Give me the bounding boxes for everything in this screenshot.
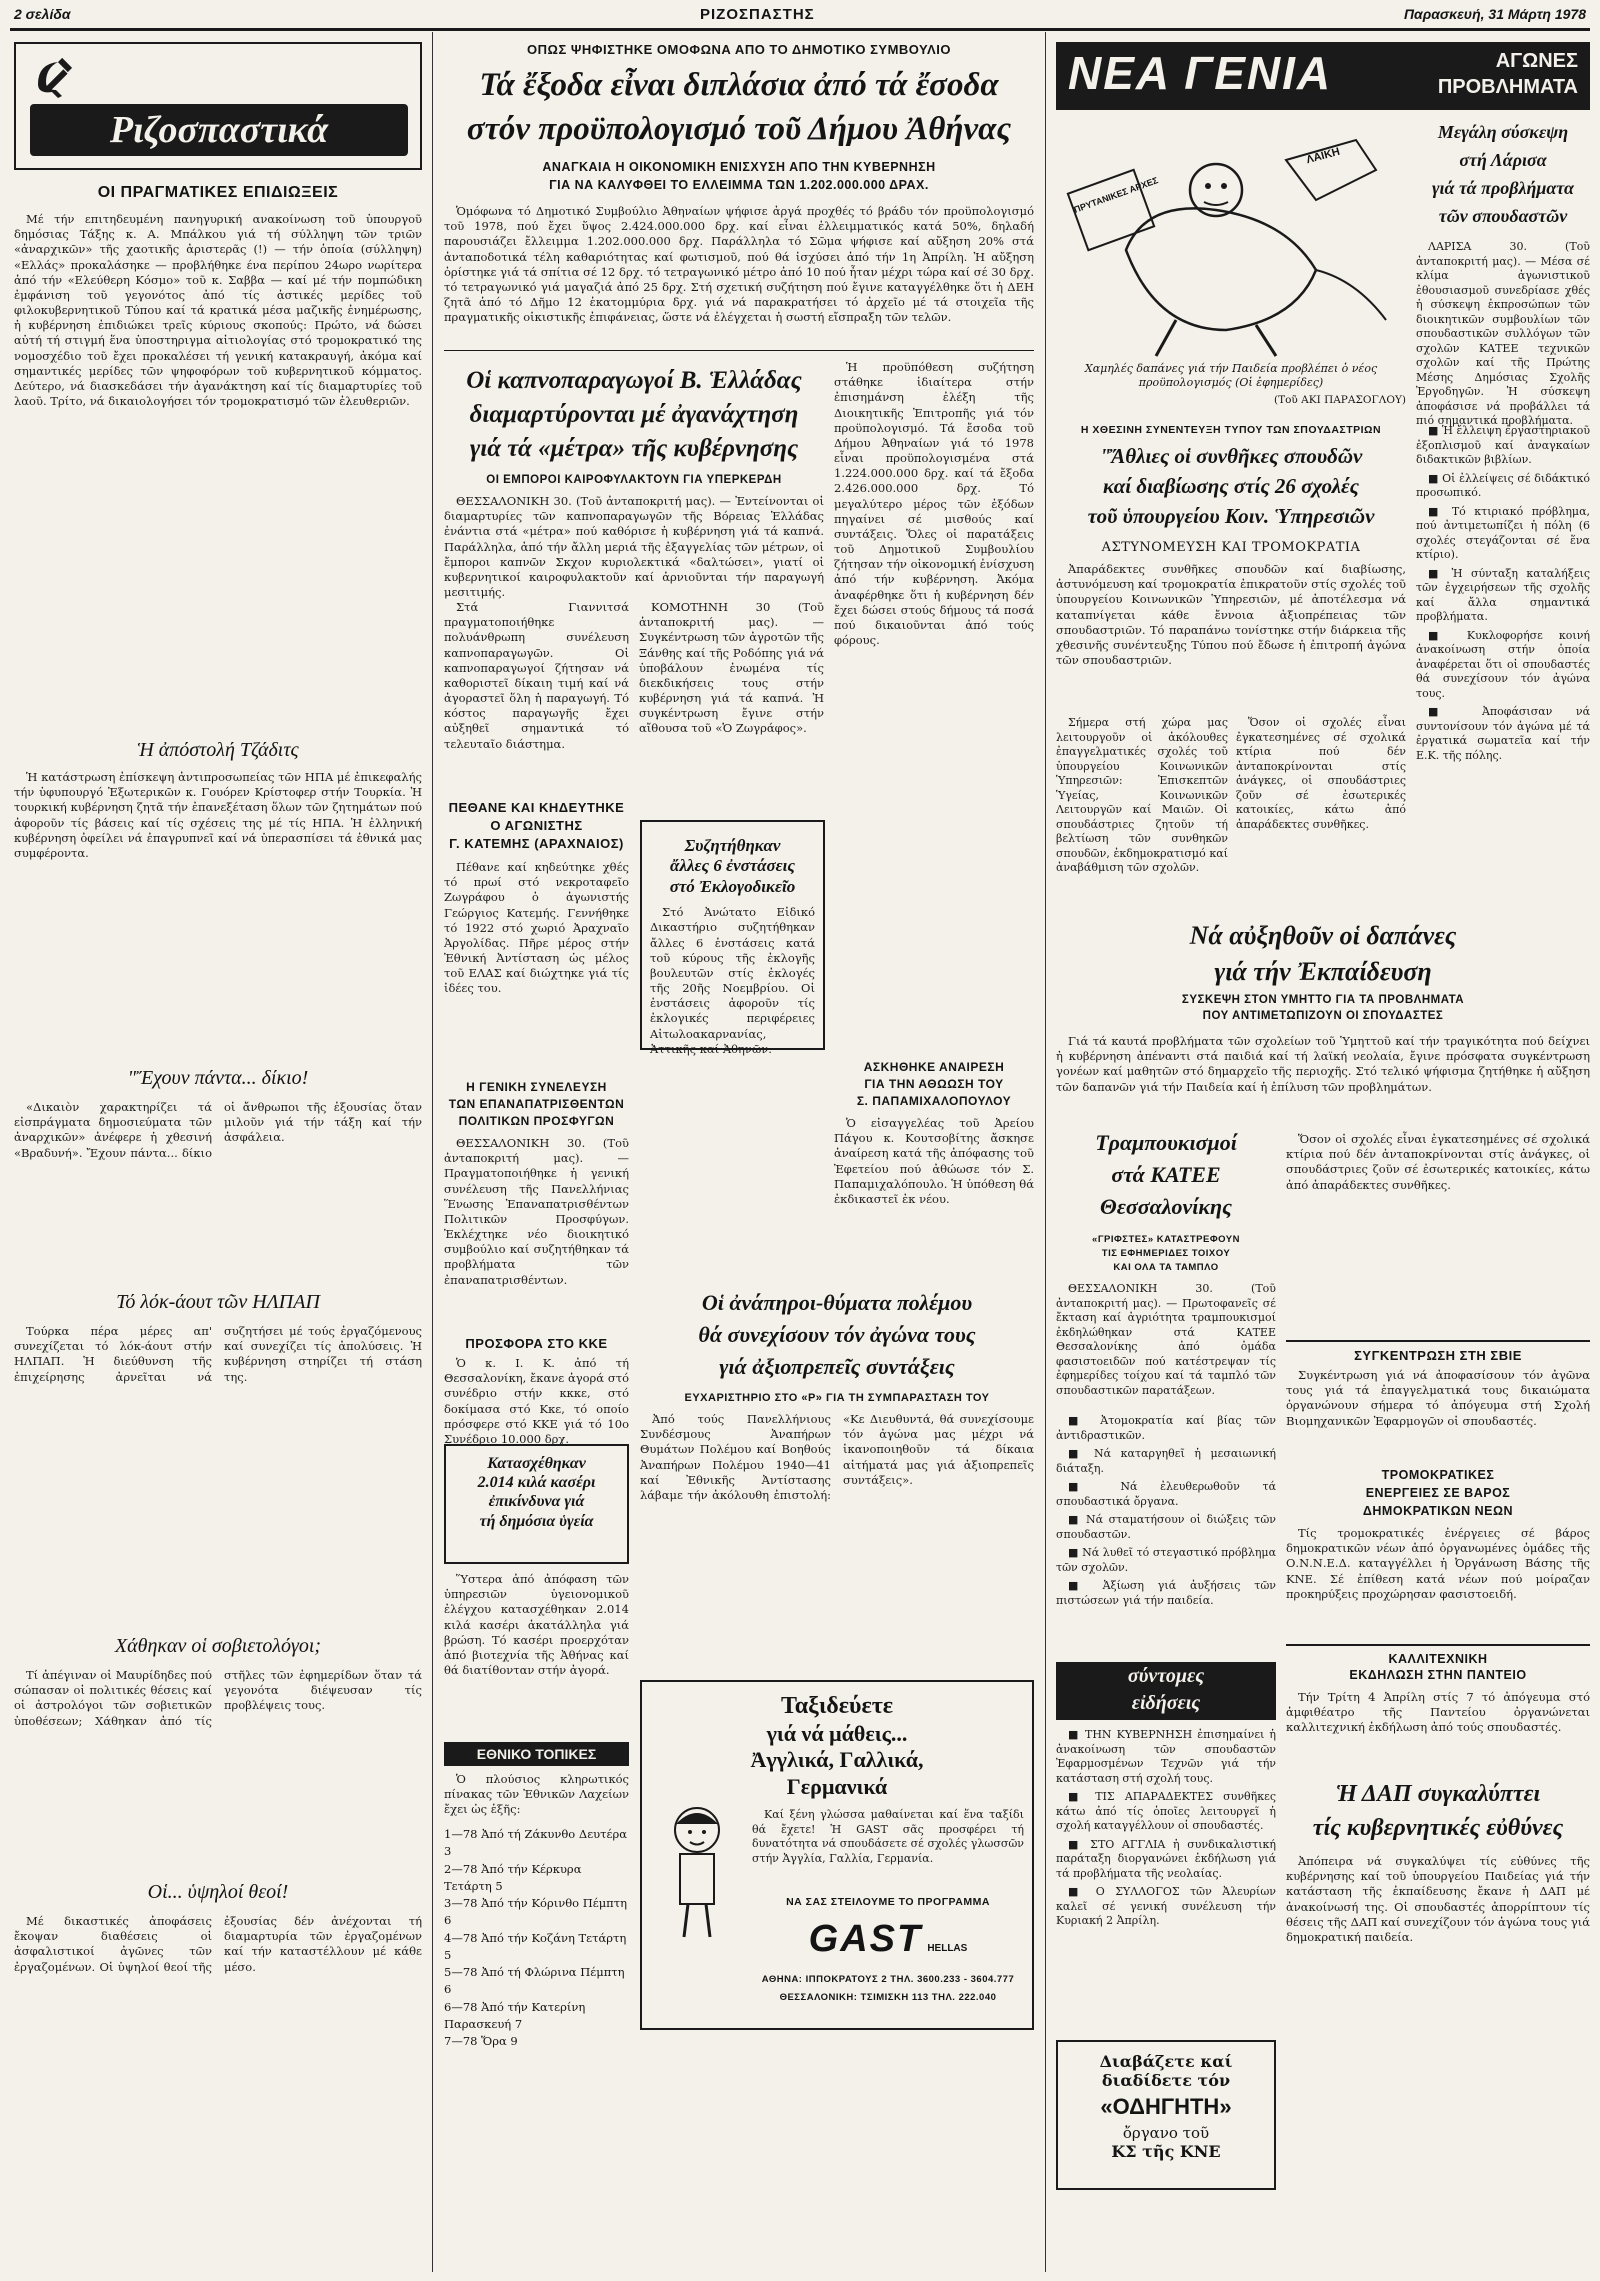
tobacco-headline-1: Οἱ καπνοπαραγωγοί Β. Ἑλλάδας (466, 367, 802, 394)
panteio-headline-2: ΕΚΔΗΛΩΣΗ ΣΤΗΝ ΠΑΝΤΕΙΟ (1349, 1668, 1527, 1682)
budget-subhead-2: ΓΙΑ ΝΑ ΚΑΛΥΦΘΕΙ ΤΟ ΕΛΛΕΙΜΜΑ ΤΩΝ 1.202.000.000 ΔΡΑΧ. (549, 178, 929, 192)
cartoon-caption: Χαμηλές δαπάνες γιά τήν Παιδεία προβλέπει ὁ νέος προϋπολογισμός (Οἱ ἐφημερίδες) (1084, 362, 1378, 390)
news-item: ■ Ο ΣΥΛΛΟΓΟΣ τῶν Ἀλευρίων καλεῖ σέ γενική συνέλευση τήν Κυριακή 2 Ἀπρίλη. (1056, 1885, 1276, 1928)
cheese-box (444, 1444, 629, 1564)
students-headline-2: καί διαβίωσης στίς 26 σχολές (1102, 474, 1360, 498)
papam-headline-3: Σ. ΠΑΠΑΜΙΧΑΛΟΠΟΥΛΟΥ (856, 1094, 1012, 1108)
lottery-row: 2—78 Ἀπό τήν Κέρκυρα Τετάρτη 5 (444, 1861, 582, 1893)
lottery-title: ΕΘΝΙΚΟ ΤΟΠΙΚΕΣ (444, 1742, 629, 1766)
terror-bullet: ■ Ἀτομοκρατία καί βίας τῶν ἀντιδραστικῶν. (1056, 1414, 1276, 1442)
tobacco-box (444, 356, 824, 776)
terror-side-body: Ὅσον οἱ σχολές εἶναι ἐγκατεσημένες σέ σχολικά κτίρια πού δέν ἀνταποκρίνονται στίς ἀνάγκες, οἱ σπουδάστριες ζοῦν σέ ἐσωτερικές κατοικίες, κάτω ἀπό ἀπαράδεκτες συνθῆκες. (1286, 1132, 1590, 1192)
lottery-row: 7—78 Ὅρα 9 (444, 2034, 518, 2048)
larisa-body: ΛΑΡΙΣΑ 30. (Τοῦ ἀνταποκριτή μας). — Μέσα σέ κλίμα ἀγωνιστικοῦ ἐθουσιασμοῦ συνεδρίασε χθές ἡ σύσκεψη ἐκπροσώπων τῶν διοικητικῶν συμβουλίων τῶν σπουδαστικῶν συλλόγων τῶν σχολῶν ΚΑΤΕΕ τεχνικῶν σχολῶν καί τῆς Πρώτης Μέσης Δημόσιας Σχολῆς Ἐργοδηγῶν. Ἡ σύσκεψη ἀποφάσισε νά προβάλλει τά πιό σημαντικά προβλήματα. (1416, 240, 1590, 428)
kke-offer-title: ΠΡΟΣΦΟΡΑ ΣΤΟ ΚΚΕ (465, 1336, 608, 1351)
students-subhead: ΑΣΤΥΝΟΜΕΥΣΗ ΚΑΙ ΤΡΟΜΟΚΡΑΤΙΑ (1101, 540, 1361, 555)
youth-banner-sub2: ΠΡΟΒΛΗΜΑΤΑ (1437, 76, 1578, 98)
lottery-row: 3—78 Ἀπό τήν Κόρινθο Πέμπτη 6 (444, 1896, 627, 1928)
larisa-headline-3: γιά τά προβλήματα (1432, 178, 1574, 198)
gast-headline-4: Γερμανικά (786, 1773, 888, 1799)
education-subhead-2: ΠΟΥ ΑΝΤΙΜΕΤΩΠΙΖΟΥΝ ΟΙ ΣΠΟΥΔΑΣΤΕΣ (1202, 1010, 1444, 1022)
editorial-section4-body: Τούρκα πέρα μέρες απ' συνεχίζεται τό λόκ-άουτ στήν ΗΛΠΑΠ. Ἡ διεύθυνση τῆς ἐπιχείρησης ἀρνεῖται νά συζητήσει μέ τούς ἐργαζόμενους καί συνεχίζει τίς ἀπολύσεις. Ἡ κυβέρνηση στηρίζει τή στάση της. (14, 1324, 422, 1384)
editorial-section3-body: «Δικαιὸν χαρακτηρίζει τά εἰσπράγματα δημοσιεύματα τῶν ἀναρχικῶν» ἀνέφερε ἡ χθεσινή «Βραδυνή». Ἔχουν πάντα... δίκιο οἱ ἄνθρωποι τῆς ἐξουσίας ὅταν μιλοῦν γιά τήν τάξη καί τήν ἀσφάλεια. (14, 1100, 422, 1160)
news-title-box (1056, 1662, 1276, 1720)
cheese-headline-4: τή δημόσια ὑγεία (479, 1512, 594, 1530)
victim-headline-1: ΠΕΘΑΝΕ ΚΑΙ ΚΗΔΕΥΤΗΚΕ (448, 800, 625, 815)
students-headline-3: τοῦ ὑπουργείου Κοιν. Ὑπηρεσιῶν (1087, 504, 1375, 528)
refugees-body: ΘΕΣΣΑΛΟΝΙΚΗ 30. (Τοῦ ἀνταποκριτή μας). — Πραγματοποιήθηκε ἡ γενική συνέλευση τῆς Πανελλήνιας Ἕνωσης Ἐπαναπατρισθέντων Πολιτικῶν Προσφύγων. Ἐκλέχτηκε νέο διοικητικό συμβούλιο καί συζητήθηκαν τά προβλήματα τῶν ἐπαναπατρισθέντων. (444, 1136, 629, 1287)
disabled-headline-2: θά συνεχίσουν τόν ἀγώνα τους (698, 1322, 976, 1347)
youth-banner-sub1: ΑΓΩΝΕΣ (1495, 50, 1578, 72)
education-headline-1: Νά αὐξηθοῦν οἱ δαπάνες (1189, 921, 1457, 950)
budget-headline-2: στόν προϋπολογισμό τοῦ Δήμου Ἀθήνας (466, 111, 1012, 147)
gast-headline-2: γιά νά μάθεις... (766, 1720, 908, 1746)
guide-line-4: ὄργανο τοῦ (1122, 2124, 1210, 2142)
papam-headline-2: ΓΙΑ ΤΗΝ ΑΘΩΩΣΗ ΤΟΥ (864, 1077, 1004, 1091)
kke-offer-body: Ὁ κ. Ι. Κ. ἀπό τή Θεσσαλονίκη, ἔκανε ἀγορά στό συνέδριο στήν κκκε, στό δοκίμασα στό Κκε, τό οποίο πρόσφερε στό ΚΚΕ γιά τό 10ο Συνέδριο 10.000 δρχ. (444, 1356, 629, 1446)
budget-rule (444, 350, 1034, 351)
news-title-2: εἰδήσεις (1131, 1692, 1201, 1714)
larisa-headline-4: τῶν σπουδαστῶν (1438, 206, 1568, 226)
terror-headline-2: στά ΚΑΤΕΕ (1111, 1162, 1221, 1187)
terror-subhead-2: ΤΙΣ ΕΦΗΜΕΡΙΔΕΣ ΤΟΙΧΟΥ (1101, 1248, 1231, 1259)
education-body: Γιά τά καυτά προβλήματα τῶν σχολείων τοῦ Ὑμηττοῦ καί τήν τραγικότητα πού δείχνει ἡ κυβέρνηση ἀπέναντι στά παιδιά καί τή λαϊκή νεολαία, ἔγινε πρόσφατα συγκέντρωση γονέων καί μαθητῶν στό δημαρχεῖο τῆς περιοχῆς. Στό τελικό ψήφισμα ζητήθηκε ἡ αὔξηση τῶν δαπανῶν γιά τήν Παιδεία καί ἡ ἐπίλυση τῶν προβλημάτων. (1056, 1034, 1590, 1094)
editorial-section4-title: Τό λόκ-άουτ τῶν ΗΛΠΑΠ (116, 1291, 320, 1313)
gast-logo-suffix: HELLAS (927, 1943, 968, 1954)
lottery-row: 1—78 Ἀπό τή Ζάκυνθο Δευτέρα 3 (444, 1827, 627, 1859)
gast-headline-1: Ταξιδεύετε (780, 1693, 894, 1719)
news-items (1056, 1728, 1276, 2028)
editorial-section6-title: Οἱ... ὑψηλοί θεοί! (147, 1881, 289, 1903)
page-label: 2 σελίδα (14, 6, 71, 22)
larisa-bullet: ■ Κυκλοφορήσε κοινή ἀνακοίνωση στήν ὁποία ἀναφέρεται ὅτι οἱ σπουδαστές θά συνεχίσουν τόν ἀγώνα τους. (1416, 628, 1590, 700)
gast-logo-text: GAST (808, 1918, 923, 1960)
panteio-headline-1: ΚΑΛΛΙΤΕΧΝΙΚΗ (1286, 1644, 1590, 1666)
youth-banner (1056, 42, 1590, 110)
editorial-section5-title: Χάθηκαν οἱ σοβιετολόγοι; (114, 1635, 322, 1657)
tobacco-body1: ΘΕΣΣΑΛΟΝΙΚΗ 30. (Τοῦ ἀνταποκριτή μας). — Ἐντείνονται οἱ διαμαρτυρίες τῶν καπνοπαραγωγῶν τῆς Βόρειας Ἑλλάδας ἐνάντια στά «μέτρα» πού καθόρισε ἡ κυβέρνηση γιά τά καπνά. Παράλληλα, ἀπό τήν ἄλλη μεριά τῆς ἐξαγγελίας τῶν μέτρων, οἱ ἔμποροι καπνῶν Σκχον κυριολεκτικά «δαλτώσει», γιατί οἱ κυβερνητικοί καιροφυλακτοῦν καί ἀρνιοῦνται τήν παραγωγή μεσιτιμής. (444, 494, 824, 600)
page-date: Παρασκευή, 31 Μάρτη 1978 (1404, 6, 1586, 22)
cheese-headline-1: Κατασχέθηκαν (487, 1455, 586, 1472)
cartoon (1056, 120, 1406, 410)
legal-headline-2: ἄλλες 6 ἐνστάσεις (670, 856, 795, 876)
papam-body: Ὁ εἰσαγγελέας τοῦ Ἀρείου Πάγου κ. Κουτσοβίτης ἄσκησε ἀναίρεση κατά τῆς ἀπόφασης τοῦ Ἐφετείου πού ἀθώωσε τόν Σ. Παπαμιχαλόπουλο. Ἡ ὑπόθεση θά ἐκδικαστεῖ ἐκ νέου. (834, 1116, 1034, 1206)
terror-bullet: ■ Νά καταργηθεῖ ἡ μεσαιωνική διάταξη. (1056, 1447, 1277, 1475)
education-subhead-1: ΣΥΣΚΕΨΗ ΣΤΟΝ ΥΜΗΤΤΟ ΓΙΑ ΤΑ ΠΡΟΒΛΗΜΑΤΑ (1181, 994, 1465, 1006)
news-title-1: σύντομες (1127, 1665, 1205, 1687)
terror-bullet: ■ Νά ἐλευθερωθοῦν τά σπουδαστικά ὄργανα. (1056, 1480, 1276, 1508)
disabled-body: Ἀπό τούς Πανελλήνιους Συνδέσμους Ἀναπήρων Θυμάτων Πολέμου καί Βοηθούς Ἀναπήρων Πολέμου 1940—41 καί Ἐθνικῆς Ἀντίστασης λάβαμε τήν ἀκόλουθη ἐπιστολή: «Κε Διευθυντά, θά συνεχίσουμε τόν ἀγώνα μας μέχρι νά ἱκανοποιηθοῦν τά δίκαια αἰτήματά μας γιά ἀξιοπρεπεῖς συντάξεις». (640, 1412, 1034, 1502)
legal-headline-1: Συζητήθηκαν (684, 836, 781, 855)
students-headline-1: "Ἄθλιες οἱ συνθῆκες σπουδῶν (1099, 444, 1363, 468)
legal-box (640, 820, 825, 1056)
gast-address2: ΘΕΣΣΑΛΟΝΙΚΗ: ΤΣΙΜΙΣΚΗ 113 ΤΗΛ. 222.040 (779, 1992, 997, 2003)
dap-headline-2: τίς κυβερνητικές εὐθύνες (1312, 1815, 1564, 1841)
refugees-headline-1: Η ΓΕΝΙΚΗ ΣΥΝΕΛΕΥΣΗ (466, 1080, 607, 1094)
lottery-row: 4—78 Ἀπό τήν Κοζάνη Τετάρτη 5 (444, 1930, 627, 1962)
guide-line-5: ΚΣ τῆς ΚΝΕ (1111, 2142, 1221, 2161)
hammer-sickle-icon (28, 54, 76, 102)
terror-headline-1: Τραμπουκισμοί (1095, 1130, 1237, 1155)
terror-subhead-3: ΚΑΙ ΟΛΑ ΤΑ ΤΑΜΠΛΟ (1113, 1262, 1219, 1273)
cartoon-label-2: ΛΑΪΚΗ (1305, 145, 1342, 167)
larisa-bullet: ■ Ἀποφάσισαν νά συντονίσουν τόν ἀγώνα μέ τά ἐργατικά σωματεῖα καί τήν Ε.Κ. τῆς πόλης. (1416, 705, 1591, 762)
editorial-section2-title: Ἡ ἀπόστολή Τζάδιτς (137, 739, 299, 761)
terror-body: ΘΕΣΣΑΛΟΝΙΚΗ 30. (Τοῦ ἀνταποκριτή μας). — Πρωτοφανεῖς σέ ἔκταση καί ἀγριότητα τραμπουκισμοί ἐκδηλώθηκαν στά ΚΑΤΕΕ Θεσσαλονίκης ἀπό ὁμάδα φασιστοειδῶν πού κατέστρεψαν τίς ἐφημερίδες τοίχου καί τά ταμπλό τῶν σπουδαστικῶν παρατάξεων. (1056, 1282, 1276, 1397)
tobacco-body3: ΚΟΜΟΤΗΝΗ 30 (Τοῦ ἀνταποκριτή μας). — Συγκέντρωση τῶν ἀγροτῶν τῆς Ξάνθης καί τῆς Ροδόπης γιά νά ὑποβάλουν ἐνωμένα τίς διεκδικήσεις τους στήν κυβέρνηση γιά τά καπνά. Ἡ συγκέντρωση ἔγινε στήν αἴθουσα τοῦ «Ὁ Ζωγράφος». (639, 600, 824, 736)
gast-ad (640, 1680, 1034, 2030)
masthead-rule (10, 28, 1590, 31)
tobacco-headline-3: γιά τά «μέτρα» τῆς κυβέρνησης (469, 435, 799, 462)
editorial-section2-body: Ἡ κατάστρωση ἐπίσκεψη ἀντιπροσωπείας τῶν ΗΠΑ μέ ἐπικεφαλής τήν ὑφυπουργό Ἐξωτερικῶν κ. Γουόρεν Κρίστοφερ στήν Τουρκία. Ἡ τουρκική κυβέρνηση ζητᾶ τήν ἐπανεξέταση ὅλων τῶν ζητημάτων πού ἀφοροῦν τίς βάσεις καί τίς σχέσεις της μέ τίς ΗΠΑ. Ἡ ἐλληνική κυβέρνηση ὀφείλει νά ἐπαγρυπνεῖ καί νά ὑπερασπίσει τά ἐθνικά μας συμφέροντα. (14, 770, 422, 860)
larisa-bullet: ■ Τό κτιριακό πρόβλημα, πού ἀντιμετωπίζει ἡ πόλη (6 σχολές στεγάζονται σέ ἕνα κτίριο). (1416, 504, 1591, 562)
column-rule (432, 32, 433, 2272)
students-body1: Ἀπαράδεκτες συνθῆκες σπουδῶν καί διαβίωσης, ἀστυνόμευση καί τρομοκρατία ἐπικρατοῦν στίς σχολές τοῦ ὑπουργείου Κοινωνικῶν Ὑπηρεσιῶν, μέ ἀποτέλεσμα νά καταπνίγεται κάθε ἔννοια ἀξιοπρέπειας τῶν σπουδαστριῶν. Τό παραπάνω τονίστηκε στήν διάρκεια τῆς χθεσινῆς συνέντευξης Τύπου πού ἔδωσε ἡ ἐπιτροπή ἀγώνα τῶν σπουδαστριῶν. (1056, 562, 1406, 668)
tobacco-subhead: ΟΙ ΕΜΠΟΡΟΙ ΚΑΙΡΟΦΥΛΑΚΤΟΥΝ ΓΙΑ ΥΠΕΡΚΕΡΔΗ (486, 474, 782, 486)
guide-box (1056, 2040, 1276, 2190)
column-rule (1045, 32, 1046, 2272)
news-item: ■ ΤΙΣ ΑΠΑΡΑΔΕΚΤΕΣ συνθῆκες κάτω ἀπό τίς ὁποῖες λειτουργεῖ ἡ σχολή καταγγέλλουν οἱ σπουδαστές. (1056, 1790, 1276, 1833)
council-continuation: Ἡ προϋπόθεση συζήτηση στάθηκε ἰδιαίτερα στήν ἐπισημάνση ἐλέξη τῆς Διοικητικῆς Ἐπιτροπῆς γιά τόν προϋπολογισμό. Τά ἔσοδα τοῦ Δήμου Ἀθηναίων γιά τό 1978 εἶναι προϋπολογισμένα στά 1.224.000.000 δρχ. καί τά ἔξοδα 2.426.000.000 δρχ. Τό μεγαλύτερο μέρος τῶν ἐξόδων πηγαίνει σέ μισθούς καί συντάξεις. Ὅλες οἱ παρατάξεις τοῦ Δημοτικοῦ Συμβουλίου ζήτησαν τήν οἰκονομική ἐνίσχυση ἀπό τήν κυβέρνηση. Ἀκόμα ἀναφέρθηκε ὅτι ἡ κυβέρνηση δέν ἔχει δώσει στούς δήμους τά ποσά πού δικαιοῦνται ἀπό τούς φόρους. (834, 360, 1034, 648)
larisa-bullets (1416, 424, 1590, 844)
terror-bullet: ■ Νά σταματήσουν οἱ διώξεις τῶν σπουδαστῶν. (1056, 1513, 1276, 1541)
lottery-row: 6—78 Ἀπό τήν Κατερίνη Παρασκευή 7 (444, 1999, 586, 2031)
news-item: ■ ΤΗΝ ΚΥΒΕΡΝΗΣΗ ἐπισημαίνει ἡ ἀνακοίνωση τῶν σπουδαστῶν Ἐφαρμοσμένων Τεχνῶν γιά τήν κατάσταση στή σχολή τους. (1056, 1728, 1277, 1785)
guide-line-3: «ΟΔΗΓΗΤΗ» (1100, 2094, 1232, 2119)
budget-kicker: ΟΠΩΣ ΨΗΦΙΣΤΗΚΕ ΟΜΟΦΩΝΑ ΑΠΟ ΤΟ ΔΗΜΟΤΙΚΟ ΣΥΜΒΟΥΛΙΟ (527, 42, 951, 57)
terror-subhead-1: «ΓΡΙΦΣΤΕΣ» ΚΑΤΑΣΤΡΕΦΟΥΝ (1092, 1234, 1240, 1245)
students-kicker: Η ΧΘΕΣΙΝΗ ΣΥΝΕΝΤΕΥΞΗ ΤΥΠΟΥ ΤΩΝ ΣΠΟΥΔΑΣΤΡΙΩΝ (1080, 424, 1382, 436)
gast-headline-3: Ἀγγλικά, Γαλλικά, (750, 1747, 924, 1773)
terror-headline-3: Θεσσαλονίκης (1100, 1194, 1232, 1219)
budget-body: Ὁμόφωνα τό Δημοτικό Συμβούλιο Ἀθηναίων ψήφισε ἀργά προχθές τό βράδυ τόν προϋπολογισμό τοῦ 1978, πού ἔχει ὕψος 2.424.000.000 δρχ. καί εἶναι ἐλλειμματικός κατά 50%, δηλαδή παρουσιάζει ἔλλειμμα 1.202.000.000 δρχ. Παράλληλα τό Σῶμα ψήφισε καί αὔξηση 20% στά ἀνταποδοτικά τέλη καθαριότητας καί φωτισμοῦ, πού θά ἰσχύσει ἀπό τήν 1η Ἀπρίλη. Ἡ αὔξηση ὁρίστηκε γιά τά σπίτια σέ 12 δρχ. τό τετραγωνικό μέτρο ἀπό 10 πού ἦταν μέχρι τώρα καί σέ 30 δρχ. τό τετραγωνικό γιά μαγαζιά ἀπό 25 δρχ. Στή σχετική συζήτηση πού ἔγινε καταγγέλθηκε ὅτι ἡ ΔΕΗ ζητᾶ ἀπό τό Δῆμο 12 ἑκατομμύρια δρχ. γιά νά παρακρατήσει τό ἀρχεῖο μέ τά στοιχεῖα τῆς πραγματικῆς οἰκιστικῆς ἐπιφάνειας, ὥστε νά ἐλέγχεται ἡ σωστή εἴσπραξη τῶν τελῶν. (444, 204, 1034, 325)
larisa-bullet: ■ Ἡ ἔλλειψη ἐργαστηριακοῦ ἐξοπλισμοῦ καί ἀναγκαίων διδακτικῶν βιβλίων. (1416, 424, 1591, 467)
panteio-body: Τήν Τρίτη 4 Ἀπρίλη στίς 7 τό ἀπόγευμα στό ἀμφιθέατρο τῆς Παντείου ὀργανώνεται καλλιτεχνική ἐκδήλωση ἀπό τούς σπουδαστές. (1286, 1690, 1590, 1735)
cartoon-credit: (Τοῦ ΑΚΙ ΠΑΡΑΣΟΓΛΟΥ) (1274, 394, 1406, 406)
editorial-section1-title: ΟΙ ΠΡΑΓΜΑΤΙΚΕΣ ΕΠΙΔΙΩΞΕΙΣ (97, 184, 339, 201)
terror-bullets (1056, 1414, 1276, 1654)
editorial-section1-body: Μέ τήν επιτηδευμένη πανηγυρική ανακοίνωση τοῦ ὑπουργοῦ δημόσιας Τάξης κ. Α. Μπάλκου γιά τή σύλληψη τῶν τριῶν «ἀναρχικῶν» τῆς χαοτικῆς ἀριστερᾶς (!) — τήν ὁποία (σύλληψη) «Ελλάς» προκαλάσηκε — προβλήθηκε ένα περίπου 24ωρο νωρίτερα ἀπό τήν «Ελεύθερη Κόσμο» τοῦ κ. Σαββα — καί μέ τήν πομπώδικη ἐμφάνιση τοῦ γεγονότος ἀπό τίς ἀστικές μερίδες τοῦ φιλοκυβερνητικοῦ Τύπου καί τά κρατικά μέσα μαζικῆς ἐνημέρωσης, ἡ κυβέρνηση ἐπιδιώκει τρεῖς κύριους σκοπούς: Πρώτο, νά δώσει αὐτή τή στιγμή ἕνα ὑποστηριγμα αἰτιολογίας στό τρομοκρατικό της νομοσχέδιο τοῦ ἔχει προκαλέσει τή γενική κατακραυγή, ἀκόμα καί σημαντικές μερίδες τῶν ψηφοφόρων τοῦ κυβερνητικοῦ κόμματος. Δεύτερο, νά διασκεδάσει τήν ἀγανάκτηση καί τίς διαμαρτυρίες τοῦ λαοῦ. Τρίτο, νά δικαιολογήσει τόν τρομοκρατισμό τῶν ἐλευθεριῶν. (14, 212, 422, 409)
paper-name: ΡΙΖΟΣΠΑΣΤΗΣ (700, 6, 815, 23)
students-body2: Σήμερα στή χώρα μας λειτουργοῦν οἱ ἀκόλουθες ἐπαγγελματικές σχολές τοῦ ὑπουργείου Κοινωνικῶν Ὑπηρεσιῶν: Ἐπισκεπτῶν Ὑγείας, Κοινωνικῶν Λειτουργῶν καί Μαιῶν. Οἱ σπουδάστριες ζητοῦν τή βελτίωση τῶν συνθηκῶν σπουδῶν, ἐκδημοκρατισμό καί ἀναβάθμιση τῶν σχολῶν. (1056, 716, 1228, 875)
gast-cta: ΝΑ ΣΑΣ ΣΤΕΙΛΟΥΜΕ ΤΟ ΠΡΟΓΡΑΜΜΑ (786, 1896, 990, 1908)
budget-headline-1: Τά ἔξοδα εἶναι διπλάσια ἀπό τά ἔσοδα (479, 67, 999, 103)
dap-body: Ἀπόπειρα νά συγκαλύψει τίς εὐθύνες τῆς κυβέρνησης καί τοῦ ὑπουργείου Παιδείας γιά τήν κατάσταση τῆς ἐκπαίδευσης ἔκανε ἡ ΔΑΠ μέ ἀνακοίνωσή της. Οἱ σπουδαστές ἀπορρίπτουν τίς θέσεις τῆς ΔΑΠ καί συνεχίζουν τόν ἀγώνα τους γιά δημοκρατική παιδεία. (1286, 1854, 1590, 1944)
guide-line-1: Διαβάζετε καί (1099, 2052, 1233, 2071)
larisa-headline-2: στή Λάρισα (1459, 150, 1547, 170)
editorial-section5-body: Τί ἀπέγιναν οἱ Μαυρίδηδες πού σώπασαν οἱ πολιτικές θέσεις καί οἱ ἀστρολόγοι τῶν σοβιετικῶν ὑποθέσεων; Χάθηκαν ἀπό τίς στῆλες τῶν ἐφημερίδων ὅταν τά γεγονότα διέψευσαν τίς προβλέψεις τους. (14, 1668, 422, 1728)
students-body3: Ὅσον οἱ σχολές εἶναι ἐγκατεσημένες σέ σχολικά κτίρια πού δέν ἀνταποκρίνονται στίς ἀνάγκες, οἱ σπουδάστριες ζοῦν σέ ἐσωτερικές κατοικίες, κάτω ἀπό ἀπαράδεκτες συνθῆκες. (1236, 716, 1406, 831)
terror-bullet: ■ Ἀξίωση γιά ἀυξήσεις τῶν πιστώσεων γιά τήν παιδεία. (1056, 1579, 1276, 1607)
cartoon-label-1: ΠΡΥΤΑΝΙΚΕΣ ΑΡΧΕΣ (1072, 175, 1160, 215)
rally-body: Συγκέντρωση γιά νά ἀποφασίσουν τόν ἀγῶνα τους γιά τά ἐπαγγελματικά τους δικαιώματα ὀργανώνουν σήμερα τό ἀπόγευμα στή Σχολή Βιομηχανικῶν Ἐφαρμογῶν οἱ σπουδαστές. (1286, 1368, 1590, 1428)
cartoon-illustration-icon (1056, 120, 1406, 360)
larisa-headline-1: Μεγάλη σύσκεψη (1437, 122, 1569, 142)
victim-headline-2: Ο ΑΓΩΝΙΣΤΗΣ (490, 818, 583, 833)
cheese-body: Ὕστερα ἀπό ἀπόφαση τῶν ὑπηρεσιῶν ὑγειονομικοῦ ἐλέγχου κατασχέθηκαν 2.014 κιλά κασέρι ἀκατάλληλα γιά βρώση. Τό κασέρι προερχόταν ἀπό βιοτεχνία τῆς Ἀθήνας καί θά διατίθονταν στήν ἀγορά. (444, 1572, 629, 1678)
lottery-list (444, 1826, 629, 2048)
dap-headline-1: Ἡ ΔΑΠ συγκαλύπτει (1335, 1781, 1541, 1807)
democ-body: Τίς τρομοκρατικές ἐνέργειες σέ βάρος δημοκρατικῶν νέων ἀπό ὀργανωμένες ὁμάδες τῆς Ο.Ν.Ν.Ε.Δ. καταγγέλλει ἡ Ὀργάνωση Βάσης τῆς ΚΝΕ. Σέ ἐπίθεση κατά νέων πού μοίραζαν προκηρύξεις προχώρησαν φασιστοειδή. (1286, 1526, 1590, 1601)
budget-subhead-1: ΑΝΑΓΚΑΙΑ Η ΟΙΚΟΝΟΜΙΚΗ ΕΝΙΣΧΥΣΗ ΑΠΟ ΤΗΝ ΚΥΒΕΡΝΗΣΗ (542, 160, 936, 174)
gast-logo (752, 1918, 1024, 1961)
editorial-logo: Ριζοσπαστικά (30, 104, 408, 156)
youth-banner-title: ΝΕΑ ΓΕΝΙΑ (1068, 47, 1333, 99)
child-figure-icon (652, 1802, 742, 1942)
rally-title: ΣΥΓΚΕΝΤΡΩΣΗ ΣΤΗ ΣΒΙΕ (1286, 1340, 1590, 1363)
education-headline-2: γιά τήν Ἐκπαίδευση (1214, 957, 1432, 986)
victim-body: Πέθανε καί κηδεύτηκε χθές τό πρωί στό νεκροταφεῖο Ζωγράφου ὁ ἀγωνιστής Γεώργιος Κατεμής. Γεννήθηκε τό 1922 στό χωριό Ἀραχναῖο Ἀργολίδας. Πῆρε μέρος στήν Ἐθνική Ἀντίσταση ὡς μέλος τοῦ ΕΛΑΣ καί διώχτηκε γιά τίς ἰδέες του. (444, 860, 629, 996)
lottery-intro: Ὁ πλούσιος κληρωτικός πίνακας τῶν Ἐθνικῶν Λαχείων ἔχει ὡς ἑξῆς: (444, 1772, 629, 1817)
larisa-bullet: ■ Οἱ ἐλλείψεις σέ διδάκτικό προσωπικό. (1416, 471, 1590, 500)
news-item: ■ ΣΤΟ ΑΓΓΛΙΑ ἡ συνδικαλιστική παράταξη διοργανώνει ἐκδήλωση γιά τά προβλήματα τῆς νεολαίας. (1056, 1837, 1277, 1880)
editorial-section3-title: "Ἔχουν πάντα... δίκιο! (127, 1067, 309, 1089)
gast-body: Καί ξένη γλώσσα μαθαίνεται καί ἕνα ταξίδι θά ἔχετε! Ἡ GAST σᾶς προσφέρει τή δυνατότητα νά σπουδάσετε σέ σχολές γλωσσῶν στήν Ἀγγλία, Γαλλία, Γερμανία. (752, 1808, 1024, 1865)
disabled-subhead: ΕΥΧΑΡΙΣΤΗΡΙΟ ΣΤΟ «Ρ» ΓΙΑ ΤΗ ΣΥΜΠΑΡΑΣΤΑΣΗ ΤΟΥ (684, 1392, 990, 1404)
disabled-headline-3: γιά ἀξιοπρεπεῖς συντάξεις (719, 1354, 955, 1379)
tobacco-body2: Στά Γιαννιτσά πραγματοποιήθηκε πολυάνθρωπη συνέλευση καπνοπαραγωγῶν. Οἱ καπνοπαραγωγοί ζήτησαν νά καθοριστεῖ δίκαιη τιμή καί νά ἀγοραστεῖ ὅλη ἡ παραγωγή. Τό κόστος παραγωγῆς ἔχει αὐξηθεῖ σημαντικά τό τελευταῖο διάστημα. (444, 600, 629, 751)
larisa-bullet: ■ Ἡ σύνταξη καταλήξεις τῶν ἐγχειρήσεων τῆς σχολῆς καί ἄλλα σημαντικά προβλήματα. (1416, 566, 1591, 624)
refugees-headline-3: ΠΟΛΙΤΙΚΩΝ ΠΡΟΣΦΥΓΩΝ (458, 1114, 615, 1128)
democ-headline-1: ΤΡΟΜΟΚΡΑΤΙΚΕΣ (1381, 1468, 1495, 1482)
gast-address: ΑΘΗΝΑ: ΙΠΠΟΚΡΑΤΟΥΣ 2 ΤΗΛ. 3600.233 - 3604.777 (761, 1974, 1015, 1985)
legal-body: Στό Ἀνώτατο Εἰδικό Δικαστήριο συζητήθηκαν ἄλλες 6 ἐνστάσεις κατά τοῦ κύρους τῆς ἐκλογῆς βουλευτῶν στίς ἐκλογές τῆς 20ῆς Νοεμβρίου. Οἱ ἐνστάσεις ἀφοροῦν τίς ἐκλογικές περιφέρειες Αἰτωλοακαρνανίας, Ἀττικῆς καί Ἀθηνῶν. (650, 905, 815, 1056)
cheese-headline-2: 2.014 κιλά κασέρι (477, 1474, 596, 1492)
terror-bullet: ■ Νά λυθεῖ τό στεγαστικό πρόβλημα τῶν σχολῶν. (1056, 1546, 1277, 1574)
victim-headline-3: Γ. ΚΑΤΕΜΗΣ (ΑΡΑΧΝΑΙΟΣ) (449, 836, 624, 851)
cheese-headline-3: ἐπικίνδυνα γιά (488, 1493, 585, 1511)
lottery-row: 5—78 Ἀπό τή Φλώρινα Πέμπτη 6 (444, 1965, 625, 1997)
guide-line-2: διαδίδετε τόν (1101, 2071, 1231, 2090)
disabled-headline-1: Οἱ ἀνάπηροι-θύματα πολέμου (701, 1290, 973, 1315)
refugees-headline-2: ΤΩΝ ΕΠΑΝΑΠΑΤΡΙΣΘΕΝΤΩΝ (448, 1097, 625, 1111)
democ-headline-3: ΔΗΜΟΚΡΑΤΙΚΩΝ ΝΕΩΝ (1362, 1504, 1514, 1518)
legal-headline-3: στό Ἐκλογοδικεῖο (669, 876, 796, 896)
tobacco-headline-2: διαμαρτύρονται μέ ἀγανάχτηση (469, 401, 799, 428)
editorial-section6-body: Μέ δικαστικές ἀποφάσεις ἔκοψαν διαθέσεις οἱ ἀσφαλιστικοί ἀγῶνες τῶν ἐργαζομένων. Οἱ ὑψηλοί θεοί τῆς ἐξουσίας δέν ἀνέχονται τή διαμαρτυρία τῶν ἐργαζομένων καί τήν καταστέλλουν μέ κάθε μέσο. (14, 1914, 422, 1974)
papam-headline-1: ΑΣΚΗΘΗΚΕ ΑΝΑΙΡΕΣΗ (863, 1060, 1005, 1074)
editorial-logo-box (14, 42, 422, 170)
democ-headline-2: ΕΝΕΡΓΕΙΕΣ ΣΕ ΒΑΡΟΣ (1365, 1486, 1511, 1500)
